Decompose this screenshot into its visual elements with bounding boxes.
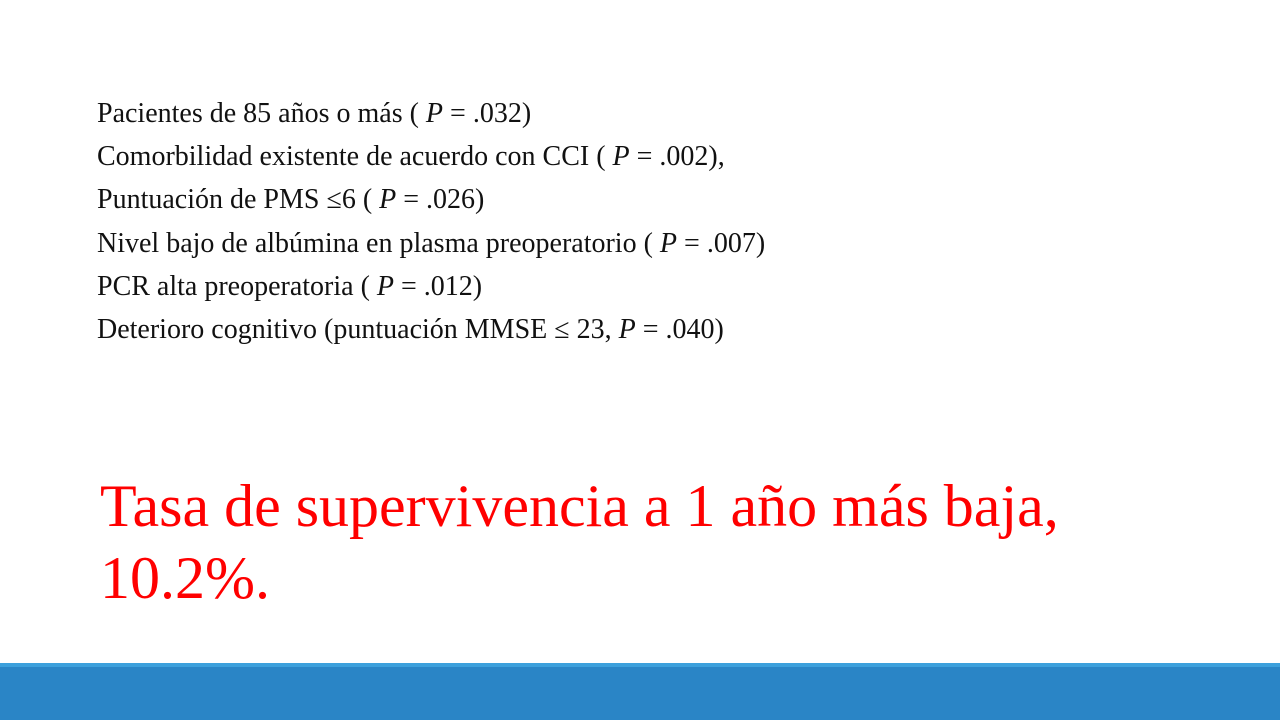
factor-text: Deterioro cognitivo (puntuación MMSE ≤ 23,: [97, 314, 619, 346]
conclusion-line-1: Tasa de supervivencia a 1 año más baja,: [100, 473, 1059, 539]
p-symbol: P: [376, 270, 395, 302]
factor-text: Pacientes de 85 años o más (: [97, 98, 426, 129]
factor-line-albumin: [97, 222, 1197, 265]
factor-line-comorbidity: [97, 135, 1197, 178]
factor-line-cognitive: [97, 308, 1197, 351]
factor-text: Nivel bajo de albúmina en plasma preoperatorio (: [97, 227, 660, 259]
factor-text: Puntuación de PMS ≤6 (: [97, 184, 380, 216]
factor-p-value: = .007): [677, 227, 766, 259]
p-symbol: P: [618, 314, 636, 346]
p-symbol: P: [659, 227, 678, 259]
factor-line-pcr: [97, 265, 1197, 308]
factor-text: Comorbilidad existente de acuerdo con CCI (: [97, 141, 613, 173]
factor-p-value: = .040): [635, 314, 724, 346]
footer-bar: [0, 663, 1280, 720]
risk-factor-list: [97, 92, 1197, 351]
footer-bar-accent: [0, 663, 1280, 667]
factor-line-age: [97, 92, 1197, 135]
factor-p-value: = .002),: [629, 141, 725, 173]
survival-conclusion: [100, 470, 1200, 614]
factor-p-value: = .032): [443, 98, 532, 129]
factor-line-pms: [97, 178, 1197, 221]
p-symbol: P: [425, 98, 444, 129]
p-symbol: P: [612, 141, 630, 173]
factor-p-value: = .012): [394, 270, 483, 302]
factor-p-value: = .026): [396, 184, 485, 216]
p-symbol: P: [379, 184, 397, 216]
conclusion-line-2: 10.2%.: [100, 545, 270, 611]
factor-text: PCR alta preoperatoria (: [97, 270, 377, 302]
